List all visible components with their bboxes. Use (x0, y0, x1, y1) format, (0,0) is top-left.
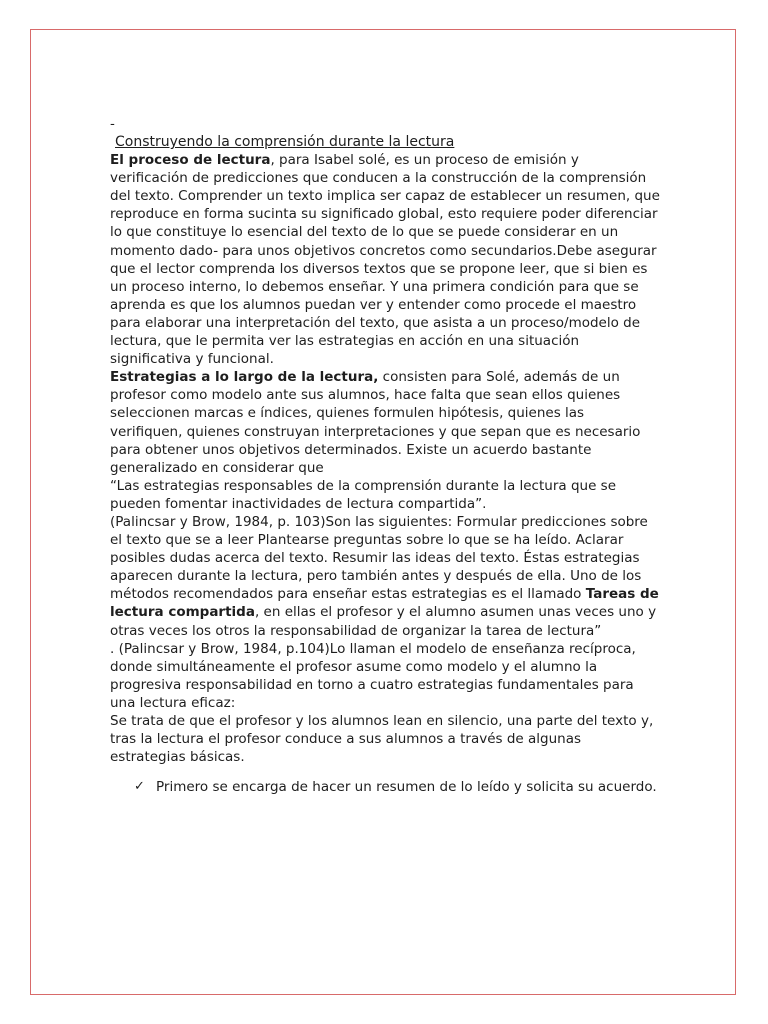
paragraph-text: , en ellas el profesor y el alumno asumen unas veces uno y otras veces los otros la responsabilidad de organizar la tarea de lectura” (110, 604, 657, 639)
list-item-text: Primero se encarga de hacer un resumen de lo leído y solicita su acuerdo. (156, 779, 657, 796)
paragraph-lead-bold: El proceso de lectura (110, 152, 271, 169)
paragraph-text: (Palincsar y Brow, 1984, p. 103)Son las siguientes: Formular predicciones sobre el texto que se a leer Plantearse preguntas sobre lo que se ha leído. Aclarar posibles dudas acerca del texto. Resumir las ideas del texto. Éstas estrategias aparecen durante la lectura, pero también antes y después de ella. Uno de los métodos recomendados para enseñar estas estrategias es el llamado (110, 513, 648, 603)
paragraph-text: consisten para Solé, además de un profesor como modelo ante sus alumnos, hace falta que sean ellos quienes seleccionen marcas e índices, quienes formulen hipótesis, quienes las verifiquen, quienes construyan interpretaciones y que sepan que es necesario para obtener unos objetivos determinados. Existe un acuerdo bastante generalizado en considerar que (110, 369, 641, 476)
document-title: Construyendo la comprensión durante la lectura (115, 134, 455, 150)
paragraph-palincsar-104: . (Palincsar y Brow, 1984, p.104)Lo llaman el modelo de enseñanza recíproca, donde simultáneamente el profesor asume como modelo y el alumno la progresiva responsabilidad en torno a cuatro estrategias fundamentales para una lectura eficaz: (110, 640, 636, 711)
paragraph-proceso-lectura (110, 151, 660, 368)
paragraph-text: , para Isabel solé, es un proceso de emisión y verificación de predicciones que conducen a la construcción de la comprensión del texto. Comprender un texto implica ser capaz de establecer un resumen, que reproduce en forma sucinta su significado global, esto requiere poder diferenciar lo que constituye lo esencial del texto de lo que se puede considerar en un momento dado- para unos objetivos concretos como secundarios.Debe asegurar que el lector comprenda los diversos textos que se propone leer, que si bien es un proceso interno, lo debemos enseñar. Y una primera condición para que se aprenda es que los alumnos puedan ver y entender como procede el maestro para elaborar una interpretación del texto, que asista a un proceso/modelo de lectura, que le permita ver las estrategias en acción en una situación significativa y funcional. (110, 152, 660, 368)
paragraph-palincsar-103 (110, 513, 660, 640)
paragraph-quote: “Las estrategias responsables de la comprensión durante la lectura que se pueden fomentar inactividades de lectura compartida”. (110, 477, 617, 512)
leading-dash: - (110, 116, 115, 132)
inline-bold-term: Tareas de lectura compartida (110, 586, 659, 621)
paragraph-lectura-silencio: Se trata de que el profesor y los alumnos lean en silencio, una parte del texto y, tras la lectura el profesor conduce a sus alumnos a través de algunas estrategias básicas. (110, 713, 654, 766)
paragraph-estrategias (110, 368, 660, 477)
paragraph-lead-bold: Estrategias a lo largo de la lectura, (110, 369, 379, 386)
checkmark-icon: ✓ (134, 779, 145, 795)
list-item (110, 778, 660, 796)
document-body (110, 115, 660, 796)
